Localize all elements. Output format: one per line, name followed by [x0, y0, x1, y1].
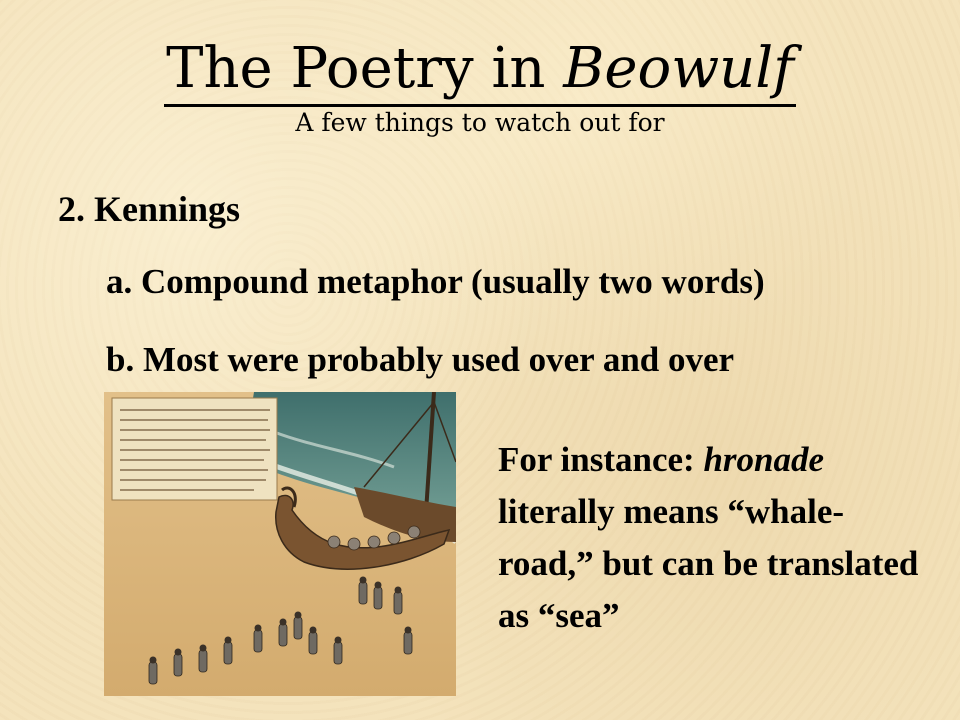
- viking-ship-illustration: [104, 392, 456, 696]
- slide-subtitle: A few things to watch out for: [295, 108, 665, 137]
- example-explanation: literally means “whale-road,” but can be translated as “sea”: [498, 492, 919, 635]
- kenning-example: [498, 434, 938, 642]
- example-term: hronade: [703, 440, 825, 479]
- point-a: a. Compound metaphor (usually two words): [106, 262, 765, 301]
- title-prefix: The Poetry in: [166, 36, 564, 101]
- point-b: b. Most were probably used over and over: [106, 340, 735, 379]
- title-emphasis: Beowulf: [563, 36, 794, 101]
- slide-title: [0, 34, 960, 107]
- title-underline-wrap: [164, 34, 796, 107]
- section-heading: 2. Kennings: [58, 189, 241, 229]
- example-lead: For instance:: [498, 440, 704, 479]
